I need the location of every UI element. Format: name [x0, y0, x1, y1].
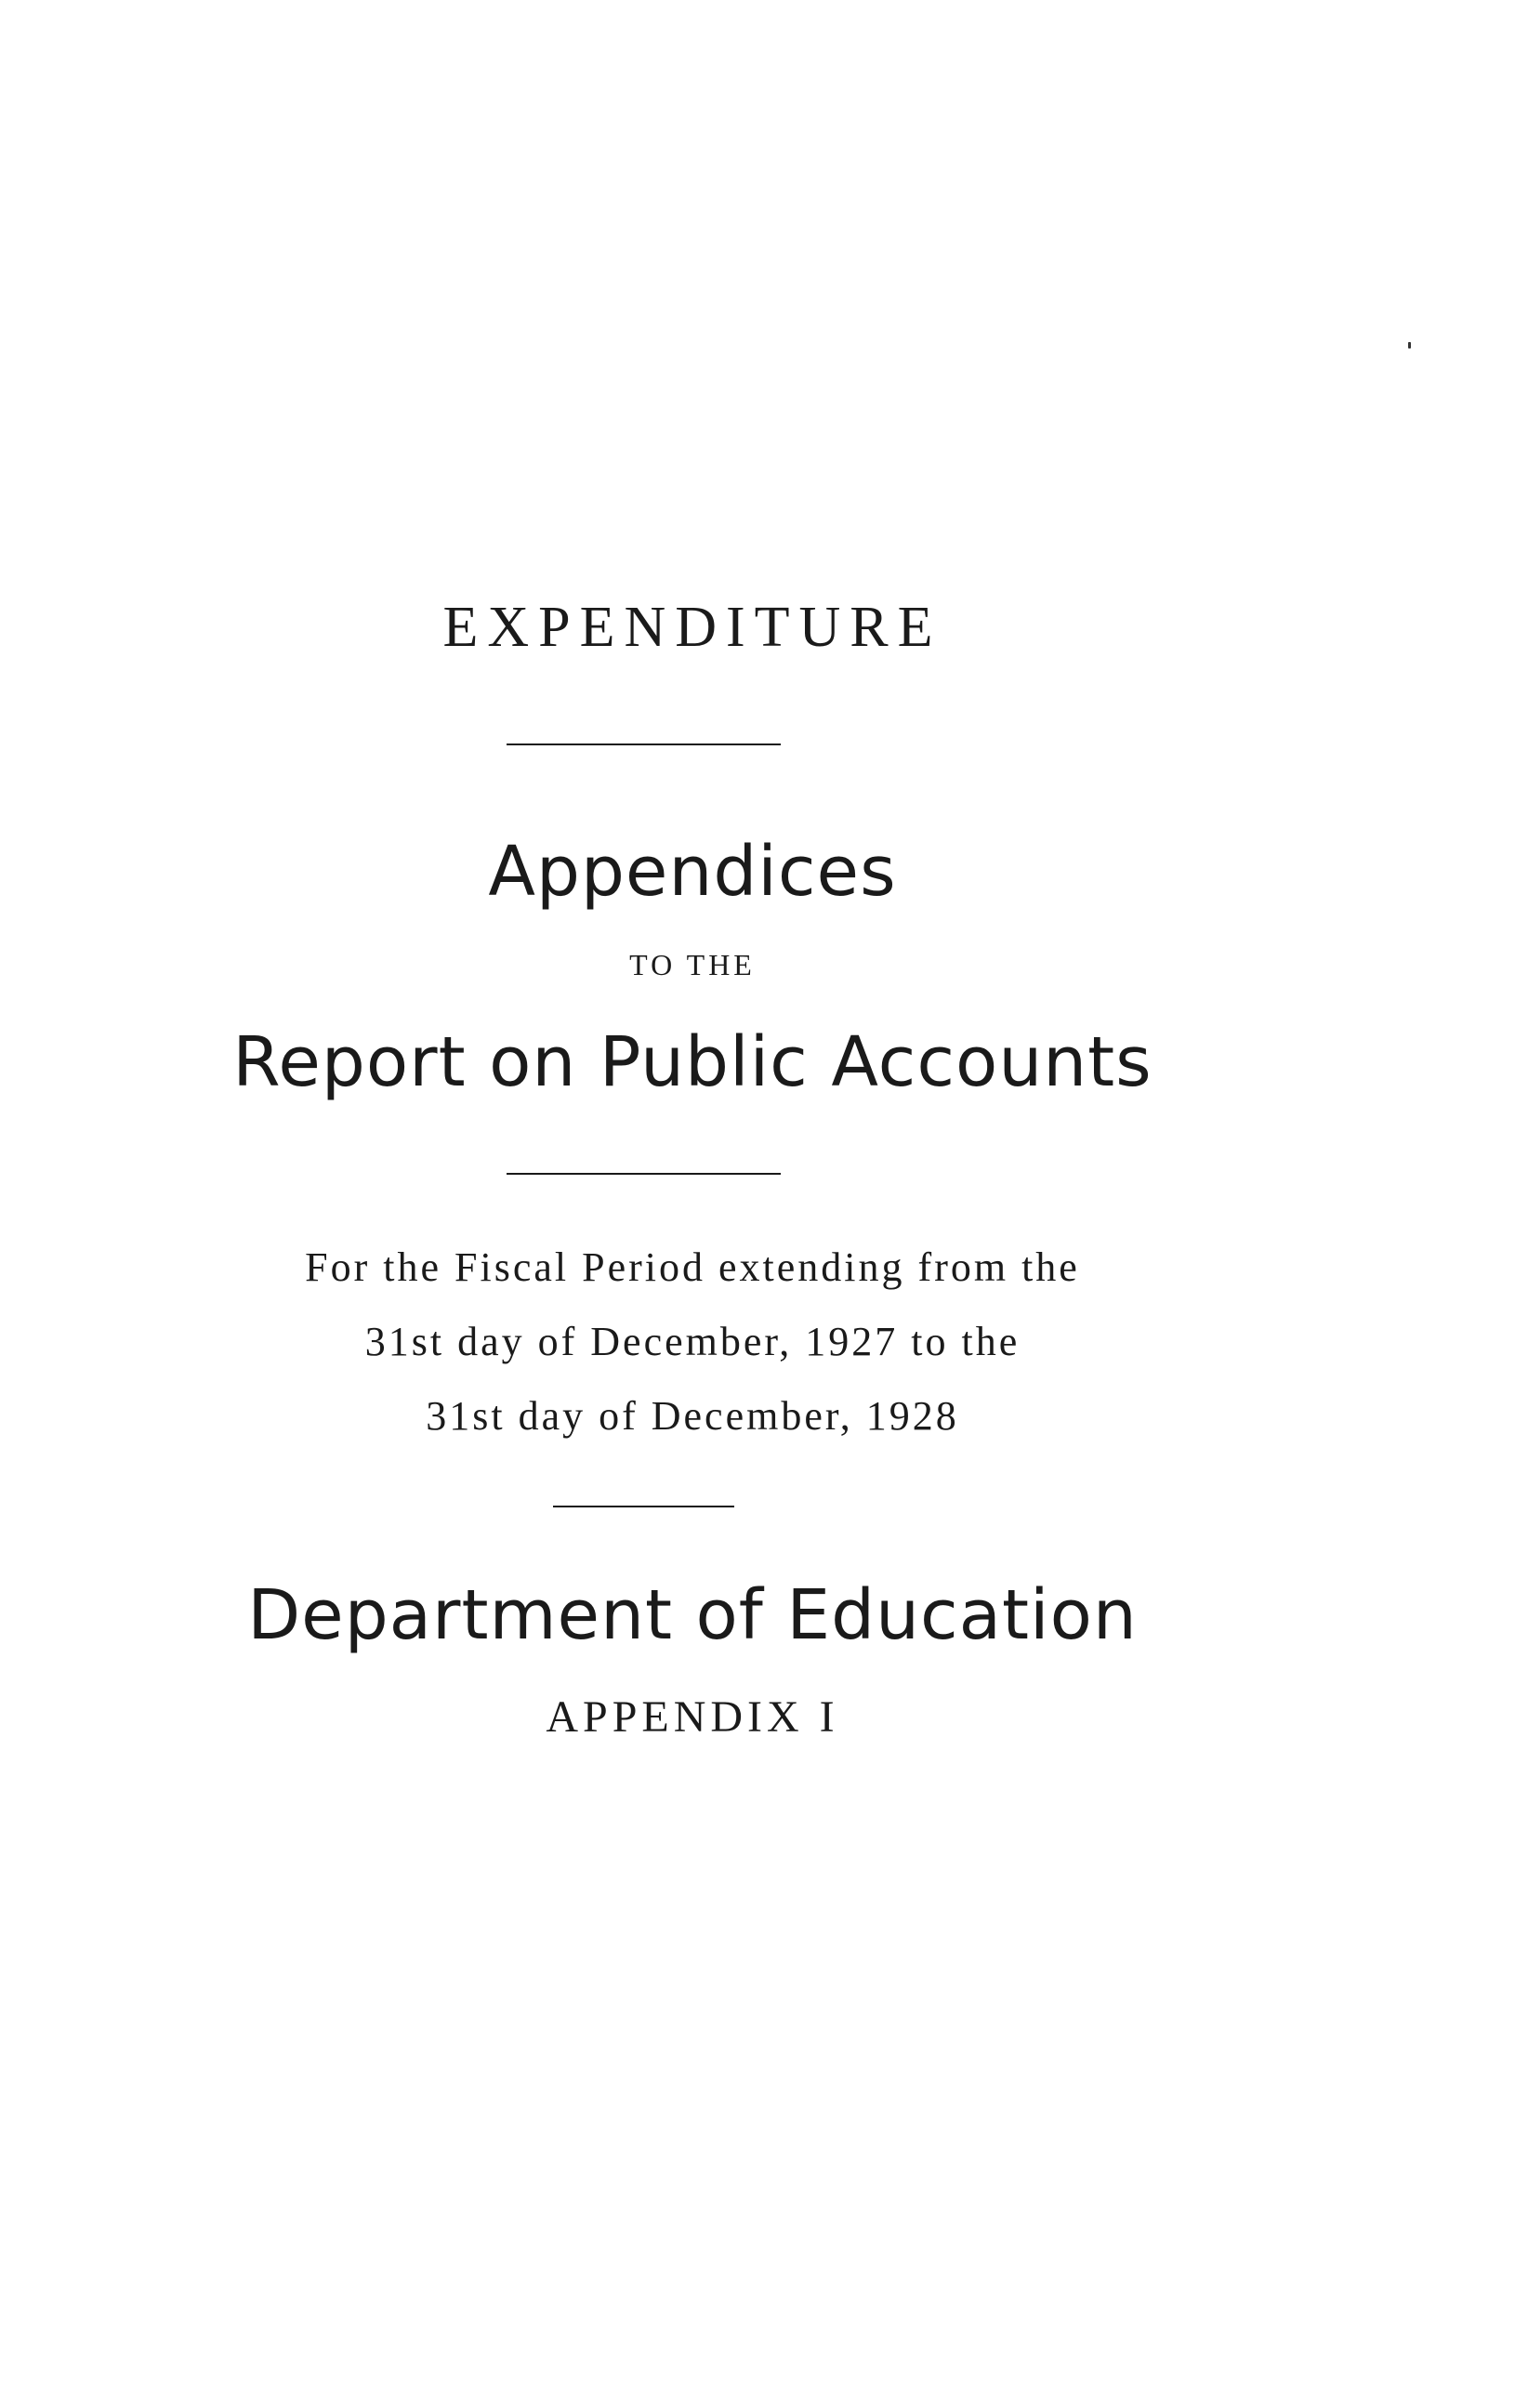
- page-title: EXPENDITURE: [442, 596, 942, 659]
- fiscal-period-line: 31st day of December, 1927 to the: [364, 1319, 1021, 1364]
- divider-rule: [553, 1506, 734, 1507]
- fiscal-period-line: 31st day of December, 1928: [426, 1393, 959, 1439]
- connector-text: TO THE: [629, 948, 756, 981]
- divider-rule: [507, 743, 781, 745]
- appendices-heading: Appendices: [488, 832, 897, 912]
- appendix-label: APPENDIX I: [546, 1692, 839, 1742]
- divider-rule: [507, 1173, 781, 1175]
- department-heading: Department of Education: [247, 1575, 1138, 1655]
- fiscal-period-line: For the Fiscal Period extending from the: [305, 1244, 1080, 1290]
- report-title: Report on Public Accounts: [232, 1022, 1153, 1102]
- scan-speck: [1408, 342, 1411, 349]
